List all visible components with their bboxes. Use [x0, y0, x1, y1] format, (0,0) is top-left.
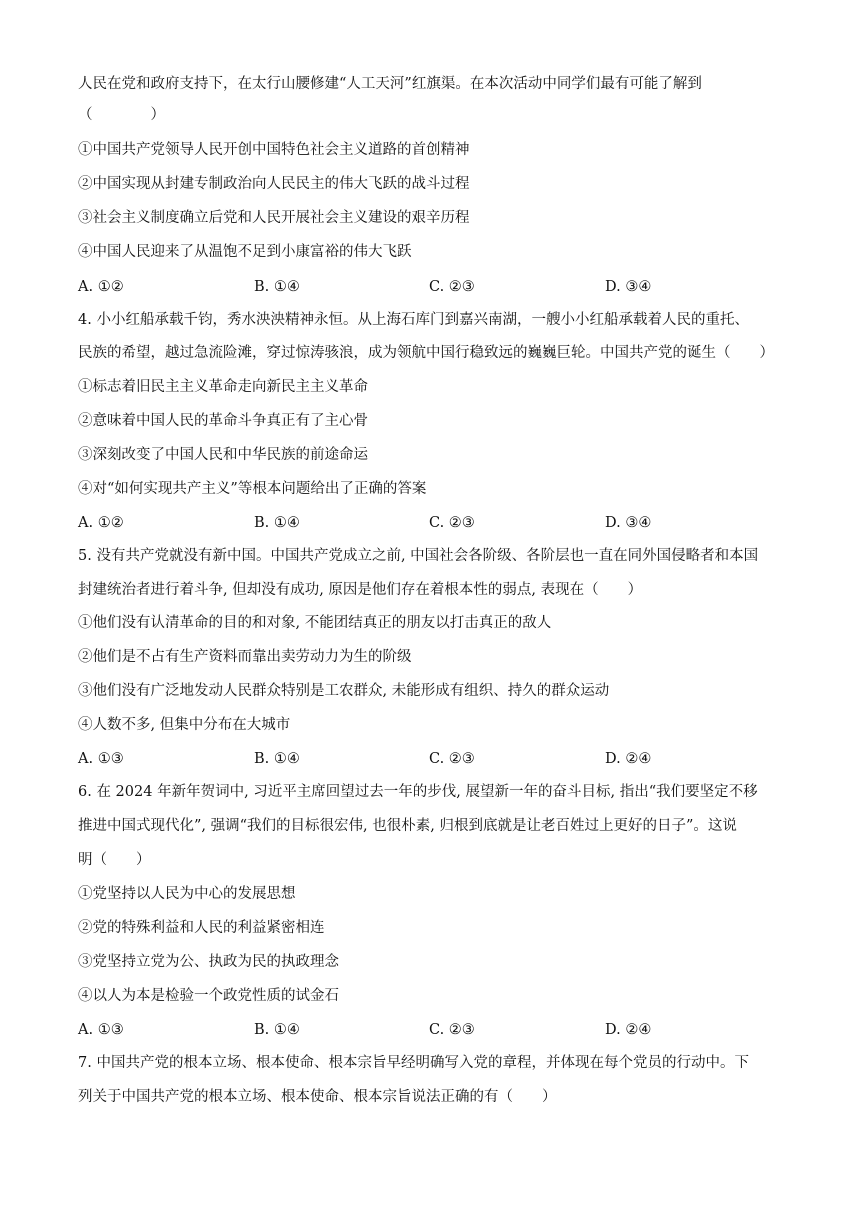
q5-statement-3: ③他们没有广泛地发动人民群众特别是工农群众, 未能形成有组织、持久的群众运动: [78, 683, 610, 699]
q4-option-b[interactable]: B. ①④: [254, 515, 300, 531]
q4-statement-4: ④对“如何实现共产主义”等根本问题给出了正确的答案: [78, 481, 427, 497]
q6-stem-line-2: 推进中国式现代化”, 强调“我们的目标很宏伟, 也很朴素, 归根到底就是让老百姓过上更好的日子”。这说: [78, 818, 737, 834]
q3-statement-1: ①中国共产党领导人民开创中国特色社会主义道路的首创精神: [78, 142, 470, 158]
q6-statement-4: ④以人为本是检验一个政党性质的试金石: [78, 988, 339, 1004]
q4-stem-line-1: 4. 小小红船承载千钧，秀水泱泱精神永恒。从上海石库门到嘉兴南湖，一艘小小红船承载着人民的重托、: [78, 312, 749, 328]
q5-statement-1: ①他们没有认清革命的目的和对象, 不能团结真正的朋友以打击真正的敌人: [78, 615, 552, 631]
q6-option-c[interactable]: C. ②③: [429, 1022, 475, 1038]
q6-statement-3: ③党坚持立党为公、执政为民的执政理念: [78, 954, 339, 970]
q5-stem-line-1: 5. 没有共产党就没有新中国。中国共产党成立之前, 中国社会各阶级、各阶层也一直在同外国侵略者和本国: [78, 548, 759, 564]
q4-statement-1: ①标志着旧民主主义革命走向新民主主义革命: [78, 379, 368, 395]
q5-option-a[interactable]: A. ①③: [78, 751, 124, 767]
q6-option-b[interactable]: B. ①④: [254, 1022, 300, 1038]
q3-option-a[interactable]: A. ①②: [78, 279, 124, 295]
q3-statement-2: ②中国实现从封建专制政治向人民民主的伟大飞跃的战斗过程: [78, 176, 470, 192]
q4-stem-line-2: 民族的希望，越过急流险滩，穿过惊涛骇浪，成为领航中国行稳致远的巍巍巨轮。中国共产党的诞生（ ）: [78, 345, 774, 361]
q4-option-a[interactable]: A. ①②: [78, 515, 124, 531]
q6-statement-1: ①党坚持以人民为中心的发展思想: [78, 886, 296, 902]
q6-option-a[interactable]: A. ①③: [78, 1022, 124, 1038]
q3-statement-4: ④中国人民迎来了从温饱不足到小康富裕的伟大飞跃: [78, 244, 412, 260]
q5-option-c[interactable]: C. ②③: [429, 751, 475, 767]
q6-option-d[interactable]: D. ②④: [605, 1022, 652, 1038]
q5-stem-line-2: 封建统治者进行着斗争, 但却没有成功, 原因是他们存在着根本性的弱点, 表现在（ ）: [78, 582, 643, 598]
q3-option-b[interactable]: B. ①④: [254, 279, 300, 295]
q3-option-c[interactable]: C. ②③: [429, 279, 475, 295]
q3-option-d[interactable]: D. ③④: [605, 279, 652, 295]
q3-answer-paren: （ ）: [78, 107, 165, 123]
q6-stem-line-3: 明（ ）: [78, 852, 151, 868]
q7-stem-line-1: 7. 中国共产党的根本立场、根本使命、根本宗旨早经明确写入党的章程，并体现在每个党员的行动中。下: [78, 1055, 749, 1071]
q4-option-c[interactable]: C. ②③: [429, 515, 475, 531]
q5-statement-4: ④人数不多, 但集中分布在大城市: [78, 717, 291, 733]
q5-statement-2: ②他们是不占有生产资料而靠出卖劳动力为生的阶级: [78, 649, 412, 665]
q5-option-b[interactable]: B. ①④: [254, 751, 300, 767]
q5-option-d[interactable]: D. ②④: [605, 751, 652, 767]
q7-stem-line-2: 列关于中国共产党的根本立场、根本使命、根本宗旨说法正确的有（ ）: [78, 1089, 557, 1105]
q4-statement-3: ③深刻改变了中国人民和中华民族的前途命运: [78, 447, 368, 463]
q6-stem-line-1: 6. 在 2024 年新年贺词中, 习近平主席回望过去一年的步伐, 展望新一年的奋斗目标, 指出“我们要坚定不移: [78, 784, 758, 800]
q6-statement-2: ②党的特殊利益和人民的利益紧密相连: [78, 920, 325, 936]
q4-statement-2: ②意味着中国人民的革命斗争真正有了主心骨: [78, 413, 368, 429]
q3-stem-line: 人民在党和政府支持下，在太行山腰修建“人工天河”红旗渠。在本次活动中同学们最有可能了解到: [78, 76, 702, 92]
q4-option-d[interactable]: D. ③④: [605, 515, 652, 531]
q3-statement-3: ③社会主义制度确立后党和人民开展社会主义建设的艰辛历程: [78, 210, 470, 226]
